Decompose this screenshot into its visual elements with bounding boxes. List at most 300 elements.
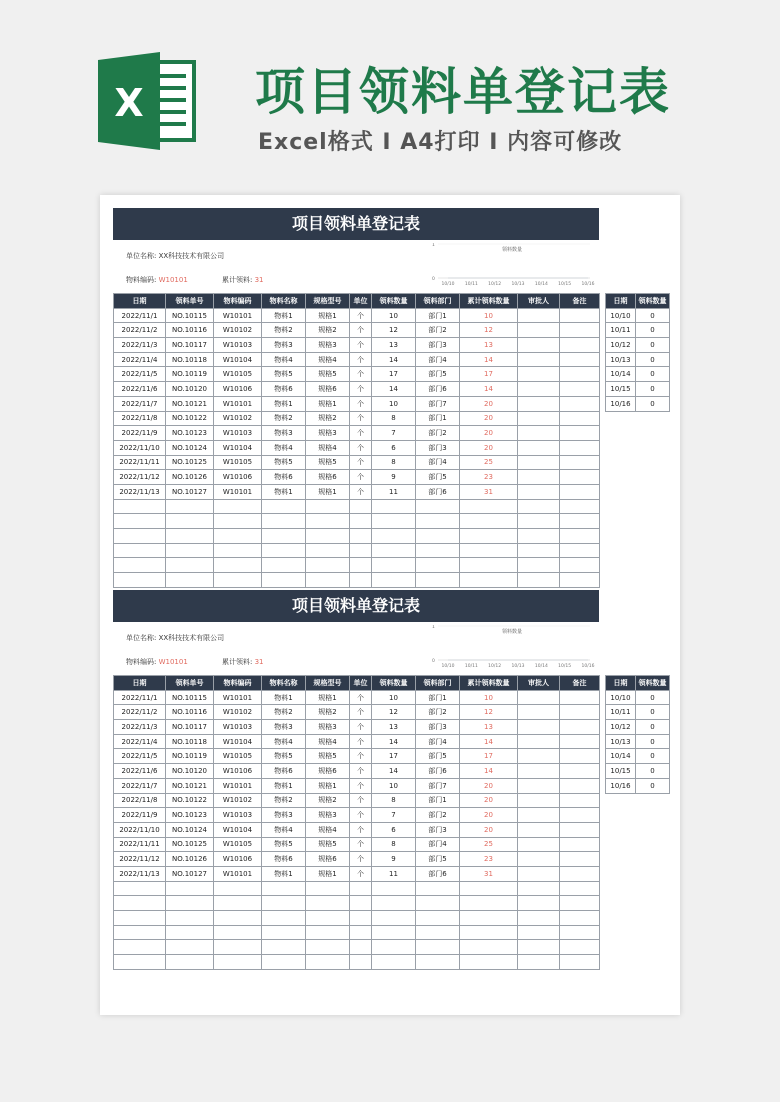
table-row — [606, 749, 670, 764]
table-cell — [518, 720, 560, 735]
table-cell — [518, 764, 560, 779]
table-cell — [166, 558, 214, 573]
table-cell — [114, 499, 166, 514]
table-cell: 物料4 — [262, 734, 306, 749]
table-cell: 12 — [372, 323, 416, 338]
spreadsheet-page — [100, 195, 680, 1015]
table-row — [606, 308, 670, 323]
column-header: 单位 — [350, 676, 372, 691]
total-qty-value: 31 — [254, 276, 264, 284]
table-cell: 物料1 — [262, 690, 306, 705]
table-cell: 规格3 — [306, 338, 350, 353]
table-cell — [416, 940, 460, 955]
table-cell — [350, 514, 372, 529]
unit-name-label: 单位名称: — [126, 252, 157, 260]
table-cell: 6 — [372, 440, 416, 455]
table-row — [606, 690, 670, 705]
table-cell: NO.10123 — [166, 426, 214, 441]
table-cell — [518, 367, 560, 382]
table-cell: 个 — [350, 764, 372, 779]
table-cell: NO.10127 — [166, 484, 214, 499]
table-cell — [460, 543, 518, 558]
table-cell — [518, 543, 560, 558]
table-cell — [114, 955, 166, 970]
table-cell — [518, 690, 560, 705]
table-cell — [350, 543, 372, 558]
table-cell — [214, 911, 262, 926]
table-row — [114, 308, 600, 323]
table-cell — [560, 778, 600, 793]
table-cell: W10102 — [214, 323, 262, 338]
y-tick-label: 1 — [432, 243, 435, 248]
table-cell: 规格5 — [306, 749, 350, 764]
table-cell — [460, 940, 518, 955]
table-cell: 个 — [350, 705, 372, 720]
table-cell: 7 — [372, 426, 416, 441]
table-cell — [166, 529, 214, 544]
y-tick-label: 1 — [432, 625, 435, 630]
table-cell: 13 — [460, 720, 518, 735]
table-cell: 10/16 — [606, 778, 636, 793]
table-cell: 物料5 — [262, 455, 306, 470]
table-cell: 7 — [372, 808, 416, 823]
table-cell: 规格4 — [306, 352, 350, 367]
table-cell — [518, 837, 560, 852]
table-cell: 2022/11/7 — [114, 396, 166, 411]
table-cell — [560, 396, 600, 411]
table-cell: 部门7 — [416, 396, 460, 411]
table-cell — [560, 367, 600, 382]
table-cell: 规格4 — [306, 440, 350, 455]
table-row — [114, 338, 600, 353]
table-cell: 0 — [636, 720, 670, 735]
table-cell: W10104 — [214, 822, 262, 837]
sheet-title: 项目领料单登记表 — [113, 590, 599, 622]
table-cell — [306, 896, 350, 911]
table-cell: 部门4 — [416, 837, 460, 852]
table-cell: 物料2 — [262, 411, 306, 426]
table-cell: 2022/11/9 — [114, 808, 166, 823]
table-cell — [518, 484, 560, 499]
table-cell: 10/14 — [606, 749, 636, 764]
table-cell — [372, 529, 416, 544]
table-cell — [460, 499, 518, 514]
table-cell: 2022/11/10 — [114, 822, 166, 837]
table-cell: 20 — [460, 778, 518, 793]
table-cell — [372, 955, 416, 970]
excel-logo-letter: X — [114, 81, 144, 125]
table-cell: 部门6 — [416, 382, 460, 397]
table-cell: 25 — [460, 837, 518, 852]
mini-chart — [430, 625, 595, 675]
chart-title: 领料数量 — [501, 629, 523, 635]
table-cell — [350, 558, 372, 573]
table-cell — [166, 896, 214, 911]
table-cell — [518, 955, 560, 970]
table-cell — [460, 558, 518, 573]
total-qty-row — [222, 275, 264, 285]
table-cell: 2022/11/4 — [114, 734, 166, 749]
table-row — [606, 720, 670, 735]
table-cell: 个 — [350, 778, 372, 793]
table-cell: 物料3 — [262, 808, 306, 823]
table-cell — [214, 955, 262, 970]
table-cell — [518, 852, 560, 867]
column-header: 领料数量 — [636, 294, 670, 309]
table-row — [114, 499, 600, 514]
table-cell: W10104 — [214, 352, 262, 367]
table-cell: 10/11 — [606, 705, 636, 720]
table-cell: 规格6 — [306, 852, 350, 867]
table-cell: NO.10119 — [166, 749, 214, 764]
material-table — [113, 675, 600, 970]
table-cell — [306, 940, 350, 955]
table-cell — [262, 940, 306, 955]
table-cell — [114, 881, 166, 896]
table-row — [606, 338, 670, 353]
daily-qty-table — [605, 293, 670, 412]
table-cell — [518, 396, 560, 411]
table-cell — [214, 514, 262, 529]
table-cell: NO.10121 — [166, 396, 214, 411]
table-cell: 个 — [350, 426, 372, 441]
x-tick-label: 10/13 — [511, 664, 525, 669]
table-cell: NO.10119 — [166, 367, 214, 382]
table-cell: 2022/11/6 — [114, 764, 166, 779]
y-tick-label: 0 — [432, 659, 435, 664]
table-cell — [114, 925, 166, 940]
table-cell: 个 — [350, 808, 372, 823]
table-cell: NO.10125 — [166, 837, 214, 852]
table-cell — [560, 852, 600, 867]
table-cell: 0 — [636, 382, 670, 397]
table-cell: 20 — [460, 411, 518, 426]
table-cell — [372, 881, 416, 896]
table-row — [114, 543, 600, 558]
table-cell — [560, 514, 600, 529]
x-tick-label: 10/15 — [558, 664, 572, 669]
table-cell — [214, 499, 262, 514]
table-cell: 部门4 — [416, 455, 460, 470]
excel-logo-icon — [98, 52, 198, 150]
table-cell: 2022/11/6 — [114, 382, 166, 397]
table-cell: NO.10122 — [166, 793, 214, 808]
column-header: 领料部门 — [416, 294, 460, 309]
table-cell: NO.10124 — [166, 440, 214, 455]
column-header: 领料数量 — [636, 676, 670, 691]
table-cell: 10/15 — [606, 764, 636, 779]
column-header: 规格型号 — [306, 676, 350, 691]
table-cell: 13 — [372, 720, 416, 735]
total-qty-row — [222, 657, 264, 667]
table-row — [114, 955, 600, 970]
table-cell: 部门5 — [416, 749, 460, 764]
column-header: 物料编码 — [214, 294, 262, 309]
table-cell — [518, 940, 560, 955]
table-cell: 10/13 — [606, 352, 636, 367]
table-cell: 规格4 — [306, 822, 350, 837]
table-header-row — [114, 294, 600, 309]
column-header: 审批人 — [518, 294, 560, 309]
table-cell — [114, 940, 166, 955]
hero-subtitle: Excel格式 I A4打印 I 内容可修改 — [258, 130, 623, 155]
table-cell: 物料3 — [262, 426, 306, 441]
table-cell — [518, 866, 560, 881]
table-cell — [560, 720, 600, 735]
table-header-row — [606, 676, 670, 691]
table-cell — [560, 837, 600, 852]
x-tick-label: 10/14 — [534, 282, 548, 287]
table-cell: 规格1 — [306, 778, 350, 793]
table-cell: 个 — [350, 455, 372, 470]
table-cell — [372, 896, 416, 911]
table-cell: 2022/11/11 — [114, 837, 166, 852]
table-cell: 0 — [636, 690, 670, 705]
table-cell — [560, 881, 600, 896]
table-cell — [214, 940, 262, 955]
table-cell — [560, 705, 600, 720]
table-cell — [262, 514, 306, 529]
x-tick-label: 10/11 — [464, 664, 478, 669]
table-cell — [350, 955, 372, 970]
table-cell: 个 — [350, 308, 372, 323]
table-cell: 10/15 — [606, 382, 636, 397]
table-row — [114, 911, 600, 926]
table-cell — [518, 911, 560, 926]
table-cell: 个 — [350, 690, 372, 705]
table-cell: 0 — [636, 308, 670, 323]
column-header: 领料单号 — [166, 676, 214, 691]
table-cell: 2022/11/4 — [114, 352, 166, 367]
table-cell — [518, 426, 560, 441]
table-cell: 物料6 — [262, 852, 306, 867]
table-cell: NO.10120 — [166, 764, 214, 779]
table-cell: 个 — [350, 338, 372, 353]
table-cell — [416, 896, 460, 911]
table-row — [114, 455, 600, 470]
table-cell — [560, 940, 600, 955]
table-cell: 部门2 — [416, 323, 460, 338]
total-qty-label: 累计领料: — [222, 658, 253, 666]
table-cell: 部门6 — [416, 764, 460, 779]
table-cell: 2022/11/13 — [114, 484, 166, 499]
table-cell — [166, 881, 214, 896]
table-row — [114, 514, 600, 529]
table-cell: 部门3 — [416, 720, 460, 735]
table-cell: 个 — [350, 837, 372, 852]
table-cell: 2022/11/2 — [114, 323, 166, 338]
mini-chart — [430, 243, 595, 293]
table-cell: 规格5 — [306, 455, 350, 470]
table-cell — [460, 514, 518, 529]
x-tick-label: 10/10 — [441, 664, 455, 669]
table-row — [114, 367, 600, 382]
table-cell: 2022/11/2 — [114, 705, 166, 720]
table-cell: 规格3 — [306, 808, 350, 823]
table-cell — [306, 881, 350, 896]
table-cell: 物料6 — [262, 382, 306, 397]
material-code-label: 物料编码: — [126, 658, 157, 666]
column-header: 审批人 — [518, 676, 560, 691]
table-row — [606, 764, 670, 779]
table-row — [114, 940, 600, 955]
table-cell: 个 — [350, 793, 372, 808]
table-cell: 0 — [636, 352, 670, 367]
table-cell — [416, 499, 460, 514]
table-cell: 规格1 — [306, 866, 350, 881]
table-cell — [416, 881, 460, 896]
table-cell — [518, 881, 560, 896]
table-cell — [262, 925, 306, 940]
table-cell — [518, 470, 560, 485]
x-tick-label: 10/13 — [511, 282, 525, 287]
table-cell — [262, 896, 306, 911]
table-cell: 部门4 — [416, 734, 460, 749]
table-cell: 17 — [460, 749, 518, 764]
table-cell — [560, 426, 600, 441]
table-row — [114, 778, 600, 793]
table-cell — [306, 529, 350, 544]
table-cell — [560, 499, 600, 514]
table-cell — [560, 382, 600, 397]
table-cell — [460, 955, 518, 970]
sheet-title: 项目领料单登记表 — [113, 208, 599, 240]
table-cell: 20 — [460, 426, 518, 441]
table-cell: 部门1 — [416, 793, 460, 808]
table-cell — [114, 896, 166, 911]
table-cell: NO.10115 — [166, 690, 214, 705]
material-code-value: W10101 — [158, 276, 188, 284]
table-cell: 物料5 — [262, 367, 306, 382]
table-cell — [560, 484, 600, 499]
table-cell — [372, 499, 416, 514]
table-cell — [560, 866, 600, 881]
table-row — [114, 426, 600, 441]
table-row — [114, 352, 600, 367]
table-cell — [460, 925, 518, 940]
table-cell — [560, 896, 600, 911]
table-cell: 2022/11/7 — [114, 778, 166, 793]
table-cell: 个 — [350, 866, 372, 881]
table-cell: 规格6 — [306, 382, 350, 397]
table-cell: 个 — [350, 720, 372, 735]
table-cell: 物料1 — [262, 866, 306, 881]
column-header: 累计领料数量 — [460, 676, 518, 691]
table-cell: 物料2 — [262, 705, 306, 720]
table-cell: 11 — [372, 866, 416, 881]
table-cell: 14 — [372, 352, 416, 367]
table-cell: 规格1 — [306, 308, 350, 323]
table-cell — [350, 911, 372, 926]
daily-qty-table — [605, 675, 670, 794]
material-code-row — [126, 275, 188, 285]
table-cell — [306, 955, 350, 970]
table-cell — [416, 529, 460, 544]
table-cell: NO.10125 — [166, 455, 214, 470]
table-cell: 部门6 — [416, 484, 460, 499]
column-header: 物料编码 — [214, 676, 262, 691]
table-cell: 12 — [460, 323, 518, 338]
table-cell — [518, 734, 560, 749]
table-row — [606, 705, 670, 720]
table-cell: 部门1 — [416, 690, 460, 705]
table-cell: NO.10117 — [166, 338, 214, 353]
table-cell — [518, 411, 560, 426]
table-cell: 0 — [636, 396, 670, 411]
table-cell — [166, 925, 214, 940]
table-cell — [306, 514, 350, 529]
table-cell — [214, 558, 262, 573]
table-cell — [166, 543, 214, 558]
table-cell: 23 — [460, 852, 518, 867]
table-cell — [306, 543, 350, 558]
table-cell: 20 — [460, 793, 518, 808]
table-cell: NO.10117 — [166, 720, 214, 735]
table-row — [114, 720, 600, 735]
column-header: 规格型号 — [306, 294, 350, 309]
column-header: 日期 — [606, 294, 636, 309]
table-cell — [560, 529, 600, 544]
table-cell: 0 — [636, 705, 670, 720]
table-cell — [416, 514, 460, 529]
table-cell — [416, 911, 460, 926]
table-cell — [460, 911, 518, 926]
table-cell — [262, 529, 306, 544]
table-cell: 11 — [372, 484, 416, 499]
table-cell — [560, 764, 600, 779]
table-cell — [560, 411, 600, 426]
unit-name-value: XX科技技术有限公司 — [158, 634, 225, 642]
table-cell: 10 — [372, 778, 416, 793]
table-cell: 8 — [372, 793, 416, 808]
table-cell: 物料4 — [262, 352, 306, 367]
total-qty-value: 31 — [254, 658, 264, 666]
x-tick-label: 10/16 — [581, 664, 595, 669]
unit-name-row — [126, 633, 224, 643]
table-cell: 20 — [460, 822, 518, 837]
chart-title: 领料数量 — [501, 247, 523, 253]
table-cell — [560, 558, 600, 573]
table-cell — [350, 529, 372, 544]
table-cell: 0 — [636, 764, 670, 779]
table-cell: 部门5 — [416, 367, 460, 382]
table-cell — [372, 925, 416, 940]
table-cell: 个 — [350, 822, 372, 837]
table-cell: 8 — [372, 455, 416, 470]
table-cell: 物料1 — [262, 396, 306, 411]
table-cell — [372, 558, 416, 573]
table-cell: 个 — [350, 411, 372, 426]
table-cell: 个 — [350, 323, 372, 338]
table-cell — [460, 896, 518, 911]
table-cell: 0 — [636, 749, 670, 764]
table-cell: 10 — [372, 396, 416, 411]
table-cell: 13 — [460, 338, 518, 353]
table-cell: 物料6 — [262, 764, 306, 779]
table-cell: 部门2 — [416, 808, 460, 823]
table-cell — [518, 499, 560, 514]
column-header: 领料数量 — [372, 676, 416, 691]
table-cell: W10106 — [214, 852, 262, 867]
table-cell: 部门2 — [416, 705, 460, 720]
unit-name-label: 单位名称: — [126, 634, 157, 642]
table-cell: 12 — [372, 705, 416, 720]
table-row — [114, 440, 600, 455]
table-cell: 2022/11/3 — [114, 338, 166, 353]
material-code-row — [126, 657, 188, 667]
table-cell — [518, 808, 560, 823]
table-cell: 10/14 — [606, 367, 636, 382]
